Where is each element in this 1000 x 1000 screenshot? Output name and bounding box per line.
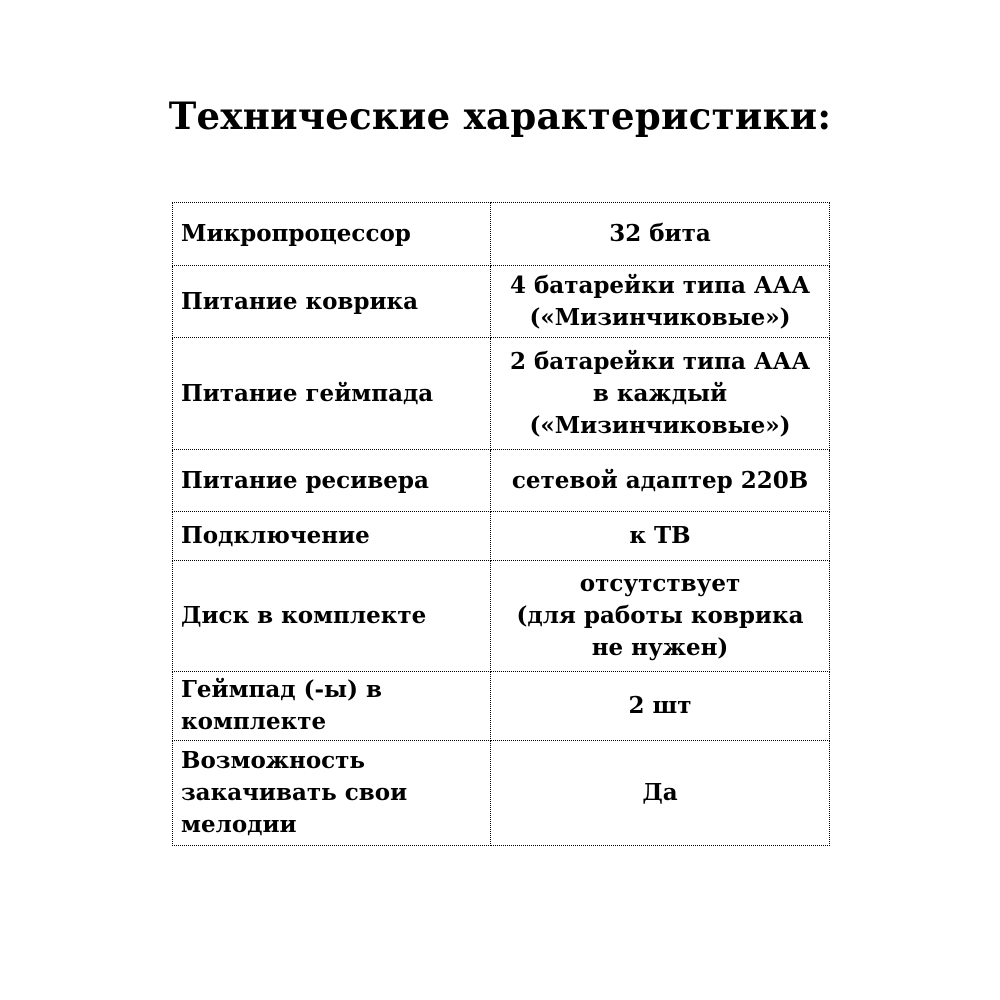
spec-value-line: 4 батарейки типа ААА <box>509 271 811 299</box>
spec-label <box>173 338 491 450</box>
spec-value-line: 2 батарейки типа ААА <box>509 347 811 375</box>
spec-value-line: Да <box>642 779 678 806</box>
specs-table <box>172 202 830 846</box>
page-title: Технические характеристики: <box>168 94 832 138</box>
spec-value <box>491 561 830 672</box>
spec-label-line: Питание коврика <box>181 287 419 315</box>
spec-label <box>173 672 491 741</box>
spec-label-line: Микропроцессор <box>181 220 411 247</box>
spec-value-line: 2 шт <box>628 692 692 719</box>
spec-label-line: комплекте <box>181 708 327 735</box>
spec-label <box>173 450 491 512</box>
spec-value-line: к ТВ <box>629 522 691 549</box>
spec-label-line: Геймпад (-ы) в <box>181 676 382 703</box>
spec-value <box>491 338 830 450</box>
spec-value-line: в каждый <box>592 379 728 407</box>
spec-label-line: Возможность <box>181 747 366 774</box>
table-row <box>173 672 830 741</box>
spec-value-line: (для работы коврика <box>516 602 804 629</box>
spec-label-line: закачивать свои <box>181 779 408 806</box>
spec-label-line: Питание геймпада <box>181 379 434 407</box>
table-row <box>173 561 830 672</box>
spec-label <box>173 266 491 338</box>
spec-value-line: сетевой адаптер 220В <box>511 466 809 494</box>
table-row <box>173 266 830 338</box>
spec-value <box>491 512 830 561</box>
table-row <box>173 450 830 512</box>
spec-label-line: мелодии <box>181 811 297 838</box>
spec-value-line: не нужен) <box>591 634 729 661</box>
spec-value <box>491 741 830 846</box>
spec-value-line: 32 бита <box>609 220 711 247</box>
spec-label-line: Питание ресивера <box>181 466 429 494</box>
spec-value-line: отсутствует <box>579 570 741 597</box>
spec-label-line: Подключение <box>181 522 370 549</box>
table-row <box>173 338 830 450</box>
spec-label <box>173 741 491 846</box>
spec-value <box>491 266 830 338</box>
spec-value <box>491 672 830 741</box>
table-row <box>173 741 830 846</box>
spec-label <box>173 561 491 672</box>
spec-value-line: («Мизинчиковые») <box>529 411 791 439</box>
spec-label-line: Диск в комплекте <box>181 602 427 629</box>
table-row <box>173 203 830 266</box>
spec-value <box>491 203 830 266</box>
table-row <box>173 512 830 561</box>
spec-value-line: («Мизинчиковые») <box>529 303 791 331</box>
spec-value <box>491 450 830 512</box>
spec-label <box>173 203 491 266</box>
spec-label <box>173 512 491 561</box>
